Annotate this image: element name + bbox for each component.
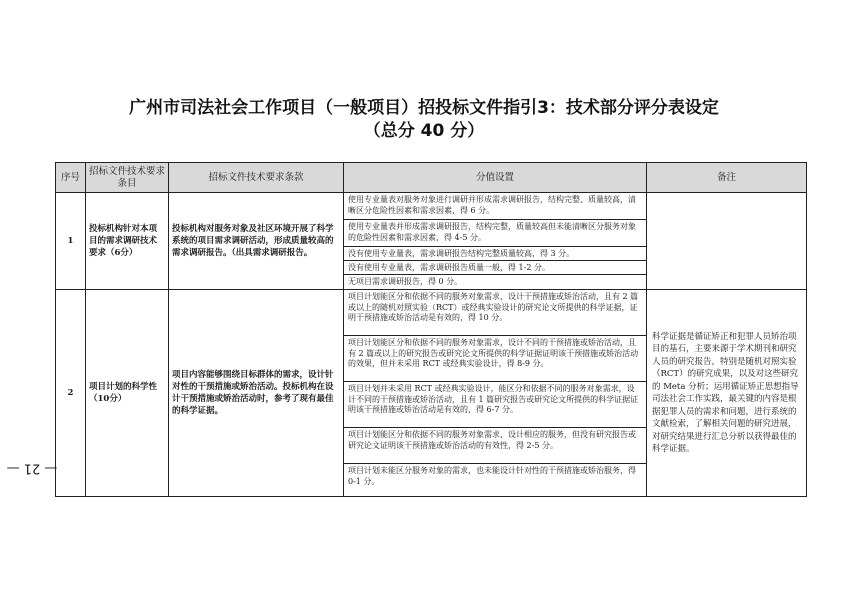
table-row: [56, 290, 807, 497]
row-item: 投标机构针对本项目的需求调研技术要求（6分）: [86, 193, 169, 290]
header-item: 招标文件技术要求条目: [86, 163, 169, 193]
row-note: 科学证据是循证矫正和犯罪人员矫治项目的基石，主要来源于学术期刊和研究人员的研究报告，特别是随机对照实验（RCT）的研究成果，以及对这些研究的 Meta 分析；运用循证矫正思想指导司法社会工作实践，最关键的内容是根据犯罪人员的需求和问题，进行系统的文献检索，了解相关问题的研究进展，对研究结果进行汇总分析以获得最佳的科学证据。: [647, 290, 807, 497]
header-score: 分值设置: [344, 163, 647, 193]
row-note: [647, 193, 807, 290]
score-level: 没有使用专业量表，需求调研报告质量一般，得 1-2 分。: [344, 261, 646, 275]
score-level: 没有使用专业量表，需求调研报告结构完整质量较高，得 3 分。: [344, 247, 646, 261]
score-level: 项目计划能区分和依据不同的服务对象需求，设计相应的服务，但没有研究报告或研究论文证明该干预措施或矫治活动的有效性，得 2-5 分。: [344, 428, 646, 464]
document-title: 广州市司法社会工作项目（一般项目）招投标文件指引3：技术部分评分表设定: [129, 98, 719, 118]
score-level: 使用专业量表对服务对象进行调研并形成需求调研报告，结构完整、质量较高，清晰区分危险性因素和需求因素，得 6 分。: [344, 193, 646, 220]
header-no: 序号: [56, 163, 86, 193]
row-item: 项目计划的科学性（10分）: [86, 290, 169, 497]
score-level: 项目计划能区分和依据不同的服务对象需求，设计干预措施或矫治活动，且有 2 篇或以上的随机对照实验（RCT）或经典实验设计的研究论文所提供的科学证据，证明干预措施或矫治活动是有效的，得 10 分。: [344, 290, 646, 336]
score-level: 项目计划能区分和依据不同的服务对象需求，设计不同的干预措施或矫治活动，且有 2 篇或以上的研究报告或研究论文所提供的科学证据证明该干预措施或矫治活动的效果，但并未采用 RCT 或经典实验设计，得 8-9 分。: [344, 336, 646, 382]
page-number: — 21 —: [6, 460, 58, 476]
row-scores: [344, 193, 647, 290]
table-row: [56, 193, 807, 290]
document-subtitle: （总分 40 分）: [363, 121, 485, 141]
row-number: 1: [56, 193, 86, 290]
scoring-table: [55, 162, 807, 497]
row-requirement: 项目内容能够围绕目标群体的需求，设计针对性的干预措施或矫治活动。投标机构在设计干预措施或矫治活动时，参考了现有最佳的科学证据。: [169, 290, 344, 497]
score-level: 项目计划并未采用 RCT 或经典实验设计，能区分和依据不同的服务对象需求，设计不同的干预措施或矫治活动，且有 1 篇研究报告或研究论文所提供的科学证据证明该干预措施或矫治活动是有效的，得 6-7 分。: [344, 382, 646, 428]
row-requirement: 投标机构对服务对象及社区环境开展了科学系统的项目需求调研活动，形成质量较高的需求调研报告。（出具需求调研报告。: [169, 193, 344, 290]
score-level: 使用专业量表并形成需求调研报告，结构完整，质量较高但未能清晰区分服务对象的危险性因素和需求因素，得 4-5 分。: [344, 220, 646, 247]
table-header-row: [56, 163, 807, 193]
row-scores: [344, 290, 647, 497]
score-level: 项目计划未能区分服务对象的需求，也未能设计针对性的干预措施或矫治服务，得 0-1 分。: [348, 466, 636, 486]
header-note: 备注: [647, 163, 807, 193]
header-requirement: 招标文件技术要求条款: [169, 163, 344, 193]
row-number: 2: [56, 290, 86, 497]
score-level: 无项目需求调研报告，得 0 分。: [348, 277, 463, 286]
